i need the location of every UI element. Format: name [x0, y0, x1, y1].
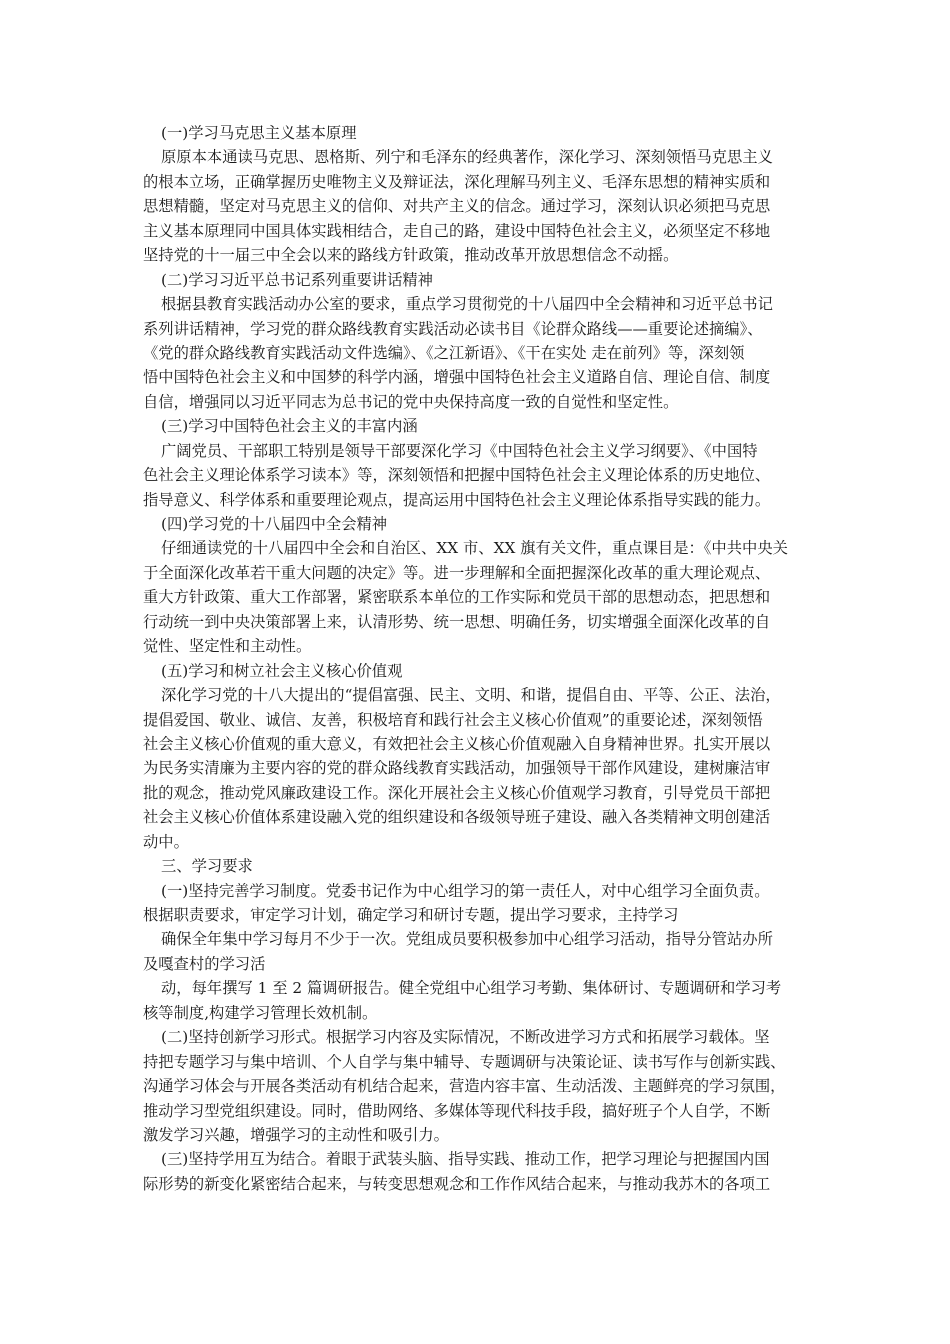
text-line: 批的观念，推动党风廉政建设工作。深化开展社会主义核心价值观学习教育，引导党员干部把: [143, 783, 771, 802]
document-body: [143, 121, 813, 1196]
text-line: 觉性、坚定性和主动性。: [143, 637, 312, 656]
text-line: (三)坚持学用互为结合。着眼于武装头脑、指导实践、推动工作，把学习理论与把握国内国: [161, 1150, 770, 1169]
text-line: 的根本立场，正确掌握历史唯物主义及辩证法，深化理解马列主义、毛泽东思想的精神实质和: [143, 172, 771, 191]
text-line: (四)学习党的十八届四中全会精神: [161, 515, 388, 533]
text-line: 核等制度,构建学习管理长效机制。: [143, 1003, 378, 1022]
text-line: 社会主义核心价值体系建设融入党的组织建设和各级领导班子建设、融入各类精神文明创建活: [143, 808, 771, 827]
text-line: 沟通学习体会与开展各类活动有机结合起来，营造内容丰富、生动活泼、主题鲜亮的学习氛围，: [143, 1077, 786, 1096]
text-line: 系列讲话精神，学习党的群众路线教育实践活动必读书目《论群众路线——重要论述摘编》、: [143, 319, 763, 338]
text-line: 《党的群众路线教育实践活动文件选编》、《之江新语》、《干在实处 走在前列》等，深刻领: [143, 343, 745, 362]
text-line: 根据县教育实践活动办公室的要求，重点学习贯彻党的十八届四中全会精神和习近平总书记: [161, 295, 773, 314]
text-line: 自信，增强同以习近平同志为总书记的党中央保持高度一致的自觉性和坚定性。: [143, 392, 679, 411]
text-line: 色社会主义理论体系学习读本》等，深刻领悟和把握中国特色社会主义理论体系的历史地位、: [143, 466, 771, 485]
text-line: (一)学习马克思主义基本原理: [161, 124, 357, 142]
text-line: (二)学习习近平总书记系列重要讲话精神: [161, 270, 433, 289]
text-line: 及嘎查村的学习活: [143, 954, 266, 973]
text-line: (二)坚持创新学习形式。根据学习内容及实际情况，不断改进学习方式和拓展学习载体。坚: [161, 1028, 770, 1047]
text-line: 根据职责要求，审定学习计划，确定学习和研讨专题，提出学习要求，主持学习: [143, 906, 679, 924]
text-line: 坚持党的十一届三中全会以来的路线方针政策，推动改革开放思想信念不动摇。: [143, 246, 679, 265]
text-line: 主义基本原理同中国具体实践相结合，走自己的路，建设中国特色社会主义，必须坚定不移地: [143, 221, 771, 240]
text-line: 仔细通读党的十八届四中全会和自治区、XX 市、XX 旗有关文件，重点课目是：《中共中央关: [161, 539, 788, 558]
text-line: 持把专题学习与集中培训、个人自学与集中辅导、专题调研与决策论证、读书写作与创新实践、: [143, 1052, 786, 1071]
text-line: (三)学习中国特色社会主义的丰富内涵: [161, 417, 418, 436]
text-line: 推动学习型党组织建设。同时，借助网络、多媒体等现代科技手段，搞好班子个人自学，不断: [143, 1101, 771, 1120]
text-line: 于全面深化改革若干重大问题的决定》等。进一步理解和全面把握深化改革的重大理论观点、: [143, 563, 771, 582]
text-line: 动中。: [143, 832, 189, 851]
text-line: (五)学习和树立社会主义核心价值观: [161, 661, 403, 680]
text-line: 际形势的新变化紧密结合起来，与转变思想观念和工作作风结合起来，与推动我苏木的各项工: [143, 1174, 771, 1193]
text-line: 悟中国特色社会主义和中国梦的科学内涵，增强中国特色社会主义道路自信、理论自信、制度: [143, 368, 771, 387]
text-line: 三、学习要求: [161, 857, 253, 876]
text-line: (一)坚持完善学习制度。党委书记作为中心组学习的第一责任人，对中心组学习全面负责。: [161, 881, 770, 900]
text-line: 提倡爱国、敬业、诚信、友善，积极培育和践行社会主义核心价值观”的重要论述，深刻领悟: [143, 710, 763, 729]
text-line: 动，每年撰写 1 至 2 篇调研报告。健全党组中心组学习考勤、集体研讨、专题调研和学习考: [161, 979, 782, 998]
text-line: 广阔党员、干部职工特别是领导干部要深化学习《中国特色社会主义学习纲要》、《中国特: [161, 441, 758, 460]
text-line: 激发学习兴趣，增强学习的主动性和吸引力。: [143, 1125, 449, 1144]
text-line: 原原本本通读马克思、恩格斯、列宁和毛泽东的经典著作，深化学习、深刻领悟马克思主义: [161, 148, 773, 167]
text-line: 行动统一到中央决策部署上来，认清形势、统一思想、明确任务，切实增强全面深化改革的自: [143, 612, 771, 631]
text-line: 为民务实清廉为主要内容的党的群众路线教育实践活动，加强领导干部作风建设，建树廉洁审: [143, 759, 771, 778]
text-line: 社会主义核心价值观的重大意义，有效把社会主义核心价值观融入自身精神世界。扎实开展以: [143, 734, 771, 753]
text-line: 重大方针政策、重大工作部署，紧密联系本单位的工作实际和党员干部的思想动态，把思想和: [143, 588, 771, 607]
text-line: 深化学习党的十八大提出的“提倡富强、民主、文明、和谐，提倡自由、平等、公正、法治，: [161, 686, 781, 705]
text-line: 思想精髓，坚定对马克思主义的信仰、对共产主义的信念。通过学习，深刻认识必须把马克思: [143, 197, 771, 216]
text-line: 指导意义、科学体系和重要理论观点，提高运用中国特色社会主义理论体系指导实践的能力。: [143, 490, 771, 509]
text-line: 确保全年集中学习每月不少于一次。党组成员要积极参加中心组学习活动，指导分管站办所: [161, 930, 773, 949]
